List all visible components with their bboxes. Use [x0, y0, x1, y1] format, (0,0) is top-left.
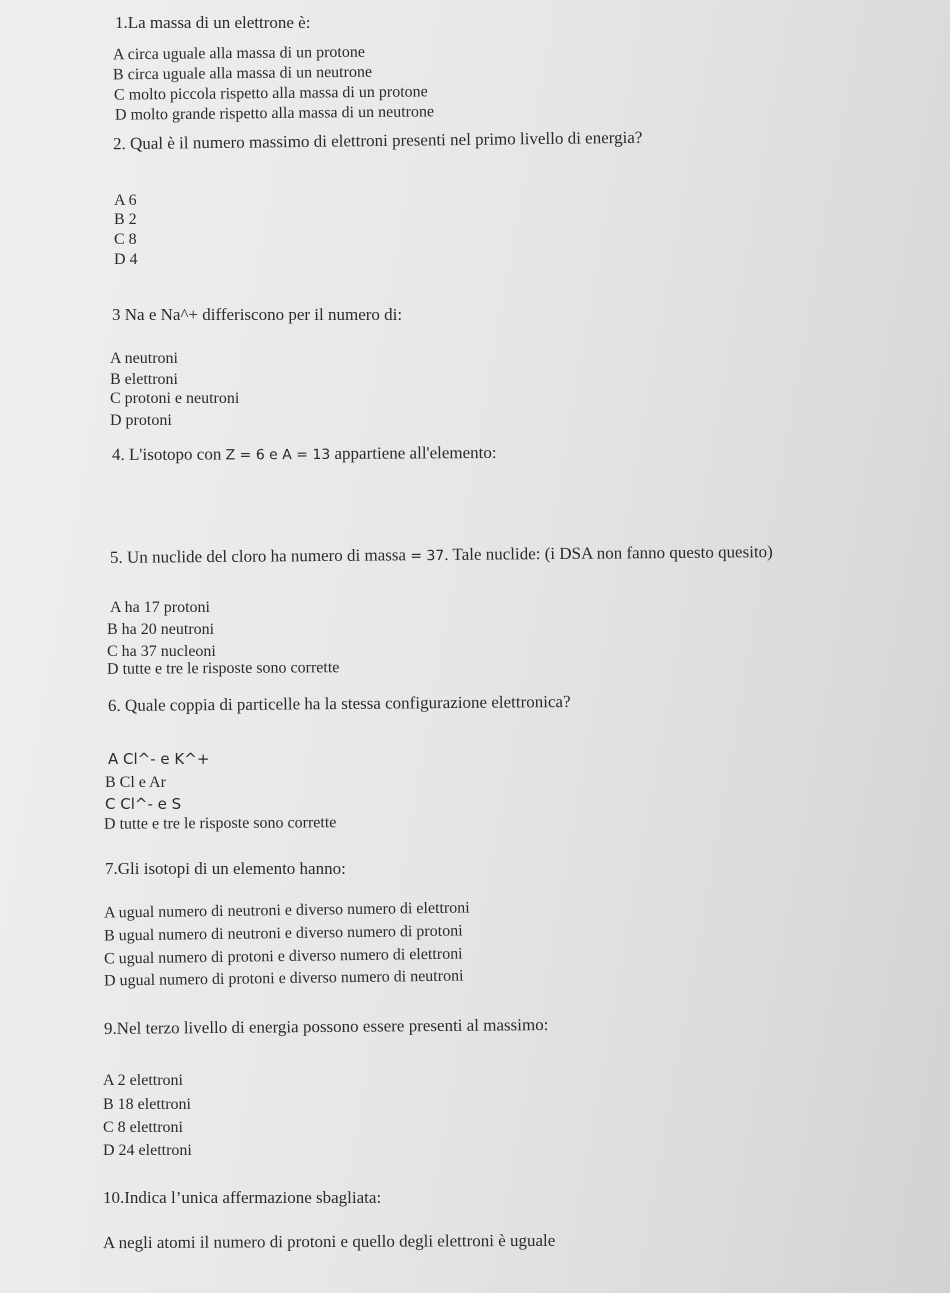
question-6-option-a: A Cl^- e K^+ [108, 750, 210, 768]
question-7-option-b: B ugual numero di neutroni e diverso numero di protoni [103, 922, 463, 945]
question-4-suffix: appartiene all'elemento: [334, 442, 497, 463]
question-5-suffix: . Tale nuclide: (i DSA non fanno questo quesito) [444, 542, 773, 564]
question-1: 1.La massa di un elettrone è: [115, 13, 311, 32]
question-5-option-a: A ha 17 protoni [110, 599, 210, 616]
question-5-prefix: 5. Un nuclide del cloro ha numero di massa [109, 545, 407, 567]
question-10: 10.Indica l’unica affermazione sbagliata: [103, 1188, 382, 1207]
question-5-option-c: C ha 37 nucleoni [107, 643, 216, 660]
question-7-option-c: C ugual numero di protoni e diverso numero di elettroni [103, 945, 463, 968]
question-9: 9.Nel terzo livello di energia possono essere presenti al massimo: [103, 1015, 549, 1038]
question-7-option-a: A ugual numero di neutroni e diverso numero di elettroni [103, 899, 470, 922]
question-1-option-a: A circa uguale alla massa di un protone [112, 43, 365, 64]
question-10-option-a: A negli atomi il numero di protoni e quello degli elettroni è uguale [102, 1230, 556, 1253]
question-4-prefix: 4. L'isotopo con [111, 444, 222, 465]
question-2-option-c: C 8 [114, 231, 137, 248]
question-1-option-b: B circa uguale alla massa di un neutrone [112, 63, 373, 84]
question-1-option-c: C molto piccola rispetto alla massa di un protone [113, 83, 428, 104]
question-2-option-b: B 2 [114, 211, 137, 228]
question-2: 2. Qual è il numero massimo di elettroni presenti nel primo livello di energia? [112, 127, 643, 154]
question-9-option-a: A 2 elettroni [103, 1072, 183, 1089]
question-5-formula: = 37 [410, 547, 445, 565]
question-7: 7.Gli isotopi di un elemento hanno: [105, 859, 346, 878]
question-6-option-d: D tutte e tre le risposte sono corrette [103, 814, 337, 833]
question-5-option-d: D tutte e tre le risposte sono corrette [106, 659, 340, 678]
question-6-option-c: C Cl^- e S [105, 795, 182, 813]
question-4 [112, 444, 497, 463]
question-9-option-b: B 18 elettroni [103, 1096, 191, 1113]
question-5 [110, 543, 773, 566]
question-3-option-a: A neutroni [110, 350, 178, 367]
question-9-option-c: C 8 elettroni [103, 1119, 183, 1136]
question-3-option-d: D protoni [110, 412, 172, 429]
question-6: 6. Quale coppia di particelle ha la stessa configurazione elettronica? [107, 691, 571, 716]
question-9-option-d: D 24 elettroni [103, 1142, 192, 1159]
question-3-option-b: B elettroni [110, 371, 178, 388]
question-5-option-b: B ha 20 neutroni [107, 621, 215, 638]
question-2-option-a: A 6 [114, 192, 137, 209]
question-3: 3 Na e Na^+ differiscono per il numero di: [112, 305, 403, 324]
question-1-option-d: D molto grande rispetto alla massa di un neutrone [114, 103, 435, 124]
question-7-option-d: D ugual numero di protoni e diverso numero di neutroni [103, 967, 464, 990]
question-3-option-c: C protoni e neutroni [110, 390, 240, 407]
question-2-option-d: D 4 [114, 251, 138, 268]
question-6-option-b: B Cl e Ar [105, 774, 166, 791]
question-4-formula: Z = 6 e A = 13 [225, 446, 331, 464]
